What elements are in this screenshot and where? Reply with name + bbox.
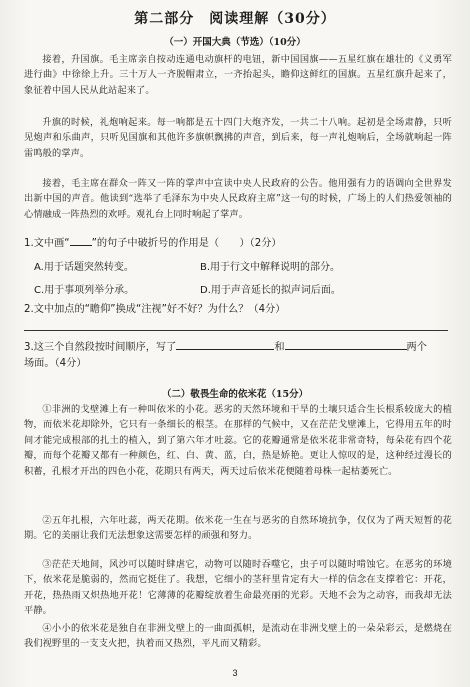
passage1-body-3: [24, 176, 452, 222]
question-3-stem-a: 3.这三个自然段按时间顺序，写了: [24, 342, 177, 353]
passage2-paragraph-4: ④小小的依米花是独自在非洲戈壁上的一曲面孤帜，是流动在非洲戈壁上的一朵朵彩云，是燃烧在我们视野里的一支支火把，执着而又热烈，平凡而又精彩。: [24, 623, 452, 650]
section-title: 第二部分 阅读理解（30分）: [134, 11, 336, 27]
passage2-body-1: [24, 402, 452, 479]
option-c[interactable]: C.用于事项列举分承。: [34, 285, 135, 296]
passage2-body-4: [24, 621, 452, 652]
passage1-title: （一）开国大典（节选）（10分）: [164, 37, 306, 48]
passage2-paragraph-3: ③茫茫天地间，风沙可以随时肆虐它，动物可以随时吞噬它，虫子可以随时啃蚀它。在恶劣的环境下，依米花是脆弱的，然而它挺住了。我想，它细小的茎秆里肯定有大一样的信念在支撑着它：开花，开花，热热雨又炽热地开花！它薄薄的花瓣绽放着生命最亮丽的光彩。天地不会为之动容，而我却无法平静。: [24, 559, 452, 617]
passage2-body-2: [24, 513, 452, 544]
question-3-stem-c: 两个: [406, 342, 427, 353]
option-a[interactable]: A.用于话题突然转变。: [34, 262, 134, 273]
question-3-blank-2[interactable]: [285, 349, 407, 350]
passage1-body: [24, 52, 452, 98]
passage2-body-3: [24, 557, 452, 619]
option-d[interactable]: D.用于声音延长的拟声词后面。: [200, 285, 341, 296]
question-3-blank-1[interactable]: [176, 349, 274, 350]
passage1-body-2: [24, 115, 452, 161]
passage2-title: （二）敬畏生命的依米花（15分）: [161, 389, 309, 400]
question-1: [24, 236, 452, 252]
option-b[interactable]: B.用于行文中解释说明的部分。: [200, 262, 341, 273]
question-1-underline-sample: [70, 245, 92, 246]
passage1-paragraph-2: 升旗的时候，礼炮响起来。每一响都是五十四门大炮齐发，一共二十八响。起初是全场肃静，只听见炮声和乐曲声，只听见国旗和其他许多旗帜飘拂的声音，到后来，每一声礼炮响后，全场就响起一阵雷鸣般的掌声。: [24, 117, 452, 159]
question-2-answer-line[interactable]: [24, 330, 448, 331]
passage1-paragraph-1: 接着，升国旗。毛主席亲自按动连通电动旗杆的电钮，新中国国旗——五星红旗在雄壮的《义勇军进行曲》中徐徐上升。三十万人一齐脱帽肃立，一齐抬起头，瞻仰这鲜红的国旗。五星红旗升起来了，象征着中国人民从此站起来了。: [24, 54, 452, 96]
passage1-paragraph-3: 接着，毛主席在群众一阵又一阵的掌声中宣读中央人民政府的公告。他用强有力的语调向全世界发出新中国的声音。他读到“选举了毛泽东为中央人民政府主席”这一句的时候，广场上的人们热爱领袖的心情融成一阵热烈的欢呼。观礼台上同时响起了掌声。: [24, 178, 452, 220]
question-3-stem-b: 和: [274, 342, 285, 353]
question-2-stem: 2.文中加点的“瞻仰”换成“注视”好不好？为什么？（4分）: [24, 304, 286, 315]
passage2-paragraph-2: ②五年扎根，六年吐蕊，两天花期。依米花一生在与恶劣的自然环境抗争，仅仅为了两天短暂的花期。它的美丽让我们无法想象这需要怎样的顽强和努力。: [24, 515, 452, 542]
question-3: [24, 340, 452, 372]
page-number: 3: [232, 668, 238, 678]
question-1-stem-b: ”的句子中破折号的作用是（ ）（2分）: [91, 238, 282, 249]
question-1-stem-a: 1.文中画“: [24, 238, 70, 249]
question-3-stem-d: 场面。（4分）: [24, 358, 87, 369]
passage2-paragraph-1: ①非洲的戈壁滩上有一种叫依米的小花。恶劣的天然环境和干旱的土壤只适合生长根系较庞大的植物，而依米花却除外，它只有一条细长的根茎。在那样的气候中，又在茫茫戈壁滩上，它得用五年的时间才能完成根部的扎土的植入，到了第六年才吐蕊。它的花瓣通常是依米花非常奇特，每朵花有四个花瓣，而每个花瓣又都有一种颜色，红、白、黄、蓝，白，热是娇艳。更让人惊叹的是，这种经过漫长的积蓄，孔根才开出的四色小花，花期只有两天，两天过后依米花便随着母株一起枯萎死亡。: [24, 404, 452, 477]
question-2: [24, 302, 452, 318]
